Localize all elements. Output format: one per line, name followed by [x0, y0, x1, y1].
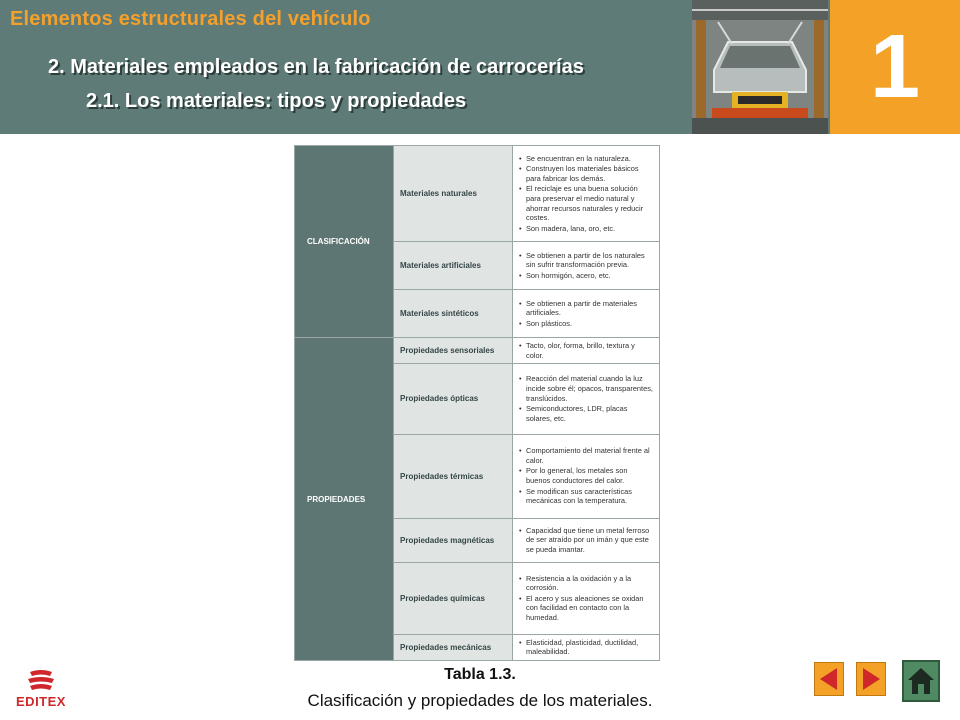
row-description: [513, 434, 660, 518]
list-item: • Se obtienen a partir de los naturales sin sufrir transformación previa.: [519, 251, 653, 270]
bullet-list: [519, 638, 653, 657]
category-clasificacion: CLASIFICACIÓN: [295, 146, 394, 338]
list-item: • Reacción del material cuando la luz incide sobre él; opacos, transparentes, translúcidos.: [519, 374, 653, 403]
row-description: [513, 634, 660, 660]
table-row: [295, 338, 660, 364]
car-body-assembly-image: [692, 0, 828, 134]
list-item: • Capacidad que tiene un metal ferroso de ser atraído por un imán y que este se pueda imantar.: [519, 526, 653, 555]
row-name: Materiales naturales: [394, 146, 513, 242]
category-propiedades: PROPIEDADES: [295, 338, 394, 661]
table-caption-text: Clasificación y propiedades de los materiales.: [307, 691, 653, 710]
list-item: • Son madera, lana, oro, etc.: [519, 224, 653, 234]
bullet-list: [519, 154, 653, 234]
list-item: • Se modifican sus características mecánicas con la temperatura.: [519, 487, 653, 506]
row-name: Propiedades químicas: [394, 562, 513, 634]
row-name: Propiedades mecánicas: [394, 634, 513, 660]
row-description: [513, 562, 660, 634]
materials-table: [294, 145, 660, 661]
bullet-list: [519, 374, 653, 423]
row-description: [513, 364, 660, 434]
home-button[interactable]: [902, 660, 940, 702]
bullet-list: [519, 574, 653, 623]
editex-logo: [8, 666, 74, 712]
triangle-right-icon: [857, 663, 885, 695]
list-item: • Elasticidad, plasticidad, ductilidad, maleabilidad.: [519, 638, 653, 657]
home-icon: [904, 662, 938, 700]
section-title: 2. Materiales empleados en la fabricación de carrocerías: [48, 56, 584, 78]
list-item: • Semiconductores, LDR, placas solares, etc.: [519, 404, 653, 423]
table-row: [295, 146, 660, 242]
list-item: • El acero y sus aleaciones se oxidan con facilidad en contacto con la humedad.: [519, 594, 653, 623]
row-description: [513, 338, 660, 364]
chapter-badge: [830, 0, 960, 134]
list-item: • Tacto, olor, forma, brillo, textura y color.: [519, 341, 653, 360]
chapter-number: 1: [869, 17, 921, 117]
row-name: Propiedades ópticas: [394, 364, 513, 434]
bullet-list: [519, 251, 653, 281]
table-caption-label: Tabla 1.3.: [444, 666, 516, 683]
bullet-list: [519, 526, 653, 555]
list-item: • Por lo general, los metales son buenos conductores del calor.: [519, 466, 653, 485]
bullet-list: [519, 341, 653, 360]
row-name: Propiedades magnéticas: [394, 518, 513, 562]
row-name: Materiales artificiales: [394, 242, 513, 290]
row-description: [513, 146, 660, 242]
row-name: Propiedades térmicas: [394, 434, 513, 518]
subsection-title: 2.1. Los materiales: tipos y propiedades: [86, 90, 467, 112]
row-name: Materiales sintéticos: [394, 290, 513, 338]
list-item: • Son hormigón, acero, etc.: [519, 271, 653, 281]
bullet-list: [519, 299, 653, 329]
factory-photo: [692, 0, 828, 134]
slide-header: [0, 0, 960, 134]
bullet-list: [519, 446, 653, 506]
list-item: • Construyen los materiales básicos para fabricar los demás.: [519, 164, 653, 183]
triangle-left-icon: [815, 663, 843, 695]
list-item: • Se encuentran en la naturaleza.: [519, 154, 653, 164]
row-name: Propiedades sensoriales: [394, 338, 513, 364]
row-description: [513, 290, 660, 338]
list-item: • Se obtienen a partir de materiales artificiales.: [519, 299, 653, 318]
svg-text:EDITEX: EDITEX: [16, 694, 66, 709]
row-description: [513, 242, 660, 290]
list-item: • Resistencia a la oxidación y a la corrosión.: [519, 574, 653, 593]
list-item: • El reciclaje es una buena solución para preservar el medio natural y ahorrar recursos naturales y reducir costes.: [519, 184, 653, 222]
course-title: Elementos estructurales del vehículo: [10, 8, 371, 30]
list-item: • Comportamiento del material frente al calor.: [519, 446, 653, 465]
row-description: [513, 518, 660, 562]
next-slide-button[interactable]: [856, 662, 886, 696]
previous-slide-button[interactable]: [814, 662, 844, 696]
list-item: • Son plásticos.: [519, 319, 653, 329]
editex-logo-icon: [8, 666, 74, 712]
